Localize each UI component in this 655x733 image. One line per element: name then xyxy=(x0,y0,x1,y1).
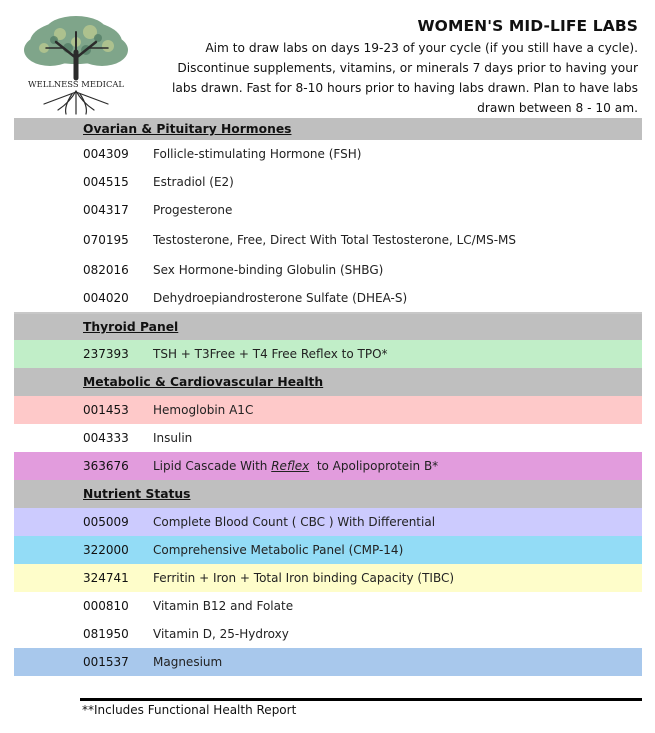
test-code: 004020 xyxy=(83,291,129,305)
instruction-line: labs drawn. Fast for 8-10 hours prior to having labs drawn. Plan to have labs xyxy=(172,81,638,95)
test-name: Dehydroepiandrosterone Sulfate (DHEA-S) xyxy=(153,291,408,305)
test-code: 081950 xyxy=(83,627,129,641)
test-code: 237393 xyxy=(83,347,129,361)
test-name: Estradiol (E2) xyxy=(153,175,234,189)
test-code: 004309 xyxy=(83,147,129,161)
test-name: TSH + T3Free + T4 Free Reflex to TPO* xyxy=(153,347,388,361)
table-row xyxy=(14,256,642,284)
instruction-line: Discontinue supplements, vitamins, or minerals 7 days prior to having your xyxy=(177,61,638,75)
test-name: Insulin xyxy=(153,431,193,445)
section-title: Nutrient Status xyxy=(83,487,191,501)
test-code: 005009 xyxy=(83,515,129,529)
test-name: Hemoglobin A1C xyxy=(153,403,254,417)
test-name: Progesterone xyxy=(153,203,233,217)
table-row xyxy=(14,424,642,452)
instruction-line: Aim to draw labs on days 19-23 of your cycle (if you still have a cycle). xyxy=(205,41,638,55)
table-row xyxy=(14,168,642,196)
test-name: Follicle-stimulating Hormone (FSH) xyxy=(153,147,362,161)
test-code: 004333 xyxy=(83,431,129,445)
table-row xyxy=(14,592,642,620)
instructions xyxy=(138,38,638,118)
table-row xyxy=(14,224,642,256)
table-row xyxy=(14,452,642,480)
table-row xyxy=(14,284,642,312)
test-code: 004317 xyxy=(83,203,129,217)
test-name: Vitamin D, 25-Hydroxy xyxy=(153,627,289,641)
test-name: Testosterone, Free, Direct With Total Testosterone, LC/MS-MS xyxy=(153,233,516,247)
section-header-ovarian-pituitary xyxy=(14,118,642,140)
labs-table xyxy=(14,118,642,676)
test-code: 001537 xyxy=(83,655,129,669)
test-name: Vitamin B12 and Folate xyxy=(153,599,294,613)
table-row xyxy=(14,648,642,676)
section-title: Ovarian & Pituitary Hormones xyxy=(83,122,292,136)
wellness-medical-logo xyxy=(20,12,132,116)
section-header-thyroid xyxy=(14,314,642,340)
table-row xyxy=(14,508,642,536)
test-name: Sex Hormone-binding Globulin (SHBG) xyxy=(153,263,384,277)
test-code: 322000 xyxy=(83,543,129,557)
test-name: Ferritin + Iron + Total Iron binding Capacity (TIBC) xyxy=(153,571,455,585)
test-name: Magnesium xyxy=(153,655,223,669)
test-name-part: to Apolipoprotein B* xyxy=(309,459,439,473)
page-title: WOMEN'S MID-LIFE LABS xyxy=(417,17,638,35)
table-row xyxy=(14,196,642,224)
test-name: Complete Blood Count ( CBC ) With Differential xyxy=(153,515,436,529)
section-title: Metabolic & Cardiovascular Health xyxy=(83,375,324,389)
test-code: 001453 xyxy=(83,403,129,417)
tree-icon xyxy=(20,12,132,116)
table-row xyxy=(14,396,642,424)
test-code: 000810 xyxy=(83,599,129,613)
reflex-emphasis: Reflex xyxy=(271,459,310,473)
section-header-metabolic-cardiovascular xyxy=(14,368,642,396)
test-code: 324741 xyxy=(83,571,129,585)
instruction-line: drawn between 8 - 10 am. xyxy=(477,101,638,115)
table-row xyxy=(14,564,642,592)
test-code: 082016 xyxy=(83,263,129,277)
test-name xyxy=(153,459,438,473)
header xyxy=(138,16,638,118)
section-header-nutrient-status xyxy=(14,480,642,508)
test-name: Comprehensive Metabolic Panel (CMP-14) xyxy=(153,543,404,557)
test-code: 363676 xyxy=(83,459,129,473)
table-row xyxy=(14,620,642,648)
test-code: 070195 xyxy=(83,233,129,247)
section-title: Thyroid Panel xyxy=(83,320,179,334)
table-row xyxy=(14,536,642,564)
test-code: 004515 xyxy=(83,175,129,189)
logo-text: WELLNESS MEDICAL xyxy=(27,79,125,89)
table-row xyxy=(14,340,642,368)
test-name-part: Lipid Cascade With xyxy=(153,459,272,473)
footnote: **Includes Functional Health Report xyxy=(82,703,297,717)
footer-rule xyxy=(80,698,642,701)
table-row xyxy=(14,140,642,168)
